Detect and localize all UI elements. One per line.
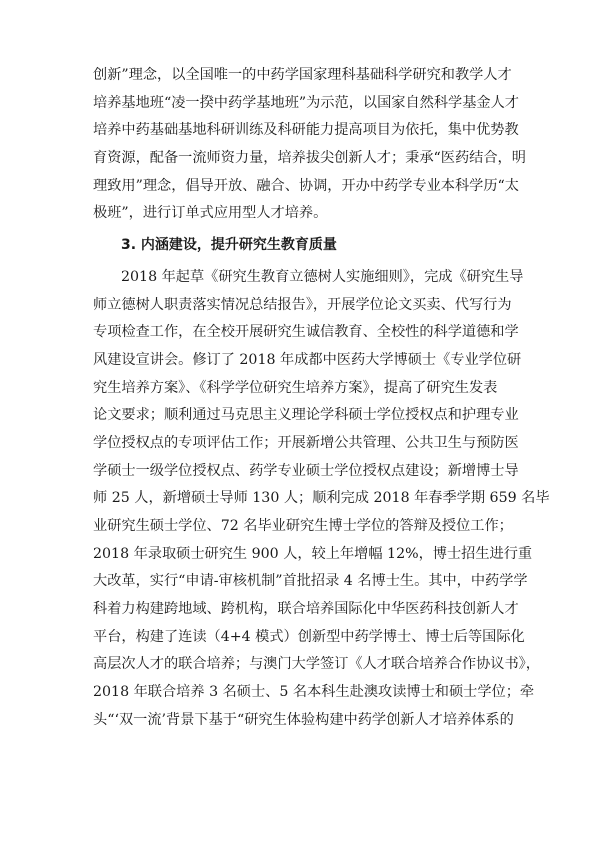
- paragraph-line: 论文要求；顺利通过马克思主义理论学科硕士学位授权点和护理专业: [93, 407, 519, 424]
- paragraph-line: 究生培养方案》、《科学学位研究生培养方案》，提高了研究生发表: [93, 379, 498, 396]
- paragraph-line: 育资源，配备一流师资力量，培养拔尖创新人才；秉承“医药结合，明: [93, 150, 526, 167]
- paragraph-line: 科着力构建跨地域、跨机构，联合培养国际化中华医药科技创新人才: [93, 601, 519, 618]
- paragraph-line: 平台，构建了连读（4+4 模式）创新型中药学博士、博士后等国际化: [93, 628, 525, 645]
- paragraph-line: 学硕士一级学位授权点、药学专业硕士学位授权点建设；新增博士导: [93, 462, 519, 479]
- paragraph-line: 培养基地班“凌一揆中药学基地班”为示范，以国家自然科学基金人才: [93, 94, 519, 111]
- paragraph-line: 2018 年起草《研究生教育立德树人实施细则》，完成《研究生导: [121, 268, 524, 285]
- paragraph-line: 培养中药基础基地科研训练及科研能力提高项目为依托，集中优势教: [93, 122, 519, 139]
- document-page: [93, 62, 550, 735]
- paragraph-line: 风建设宣讲会。修订了 2018 年成都中医药大学博硕士《专业学位研: [93, 351, 522, 368]
- paragraph-line: 师立德树人职责落实情况总结报告》，开展学位论文买卖、代写行为: [93, 296, 512, 313]
- paragraph-line: 2018 年联合培养 3 名硕士、5 名本科生赴澳攻读博士和硕士学位；牵: [93, 684, 535, 701]
- paragraph-line: 理致用”理念，倡导开放、融合、协调，开办中药学专业本科学历“太: [93, 177, 519, 194]
- paragraph-line: 高层次人才的联合培养；与澳门大学签订《人才联合培养合作协议书》，: [93, 656, 540, 673]
- paragraph-line: 学位授权点的专项评估工作；开展新增公共管理、公共卫生与预防医: [93, 434, 519, 451]
- paragraph-line: 2018 年录取硕士研究生 900 人，较上年增幅 12%，博士招生进行重: [93, 545, 533, 562]
- paragraph-line: 创新”理念，以全国唯一的中药学国家理科基础科学研究和教学人才: [93, 67, 512, 83]
- paragraph-line: 业研究生硕士学位、72 名毕业研究生博士学位的答辩及授位工作；: [93, 518, 513, 534]
- section-heading: 3. 内涵建设，提升研究生教育质量: [121, 237, 337, 254]
- paragraph-line: 极班”，进行订单式应用型人才培养。: [93, 205, 328, 222]
- paragraph-line: 专项检查工作，在全校开展研究生诚信教育、全校性的科学道德和学: [93, 324, 519, 341]
- paragraph-line: 师 25 人，新增硕士导师 130 人；顺利完成 2018 年春季学期 659 名毕: [93, 490, 550, 507]
- paragraph-line: 头“‘双一流’背景下基于“研究生体验构建中药学创新人才培养体系的: [93, 711, 514, 728]
- paragraph-line: 大改革，实行“申请-审核机制”首批招录 4 名博士生。其中，中药学学: [93, 573, 528, 590]
